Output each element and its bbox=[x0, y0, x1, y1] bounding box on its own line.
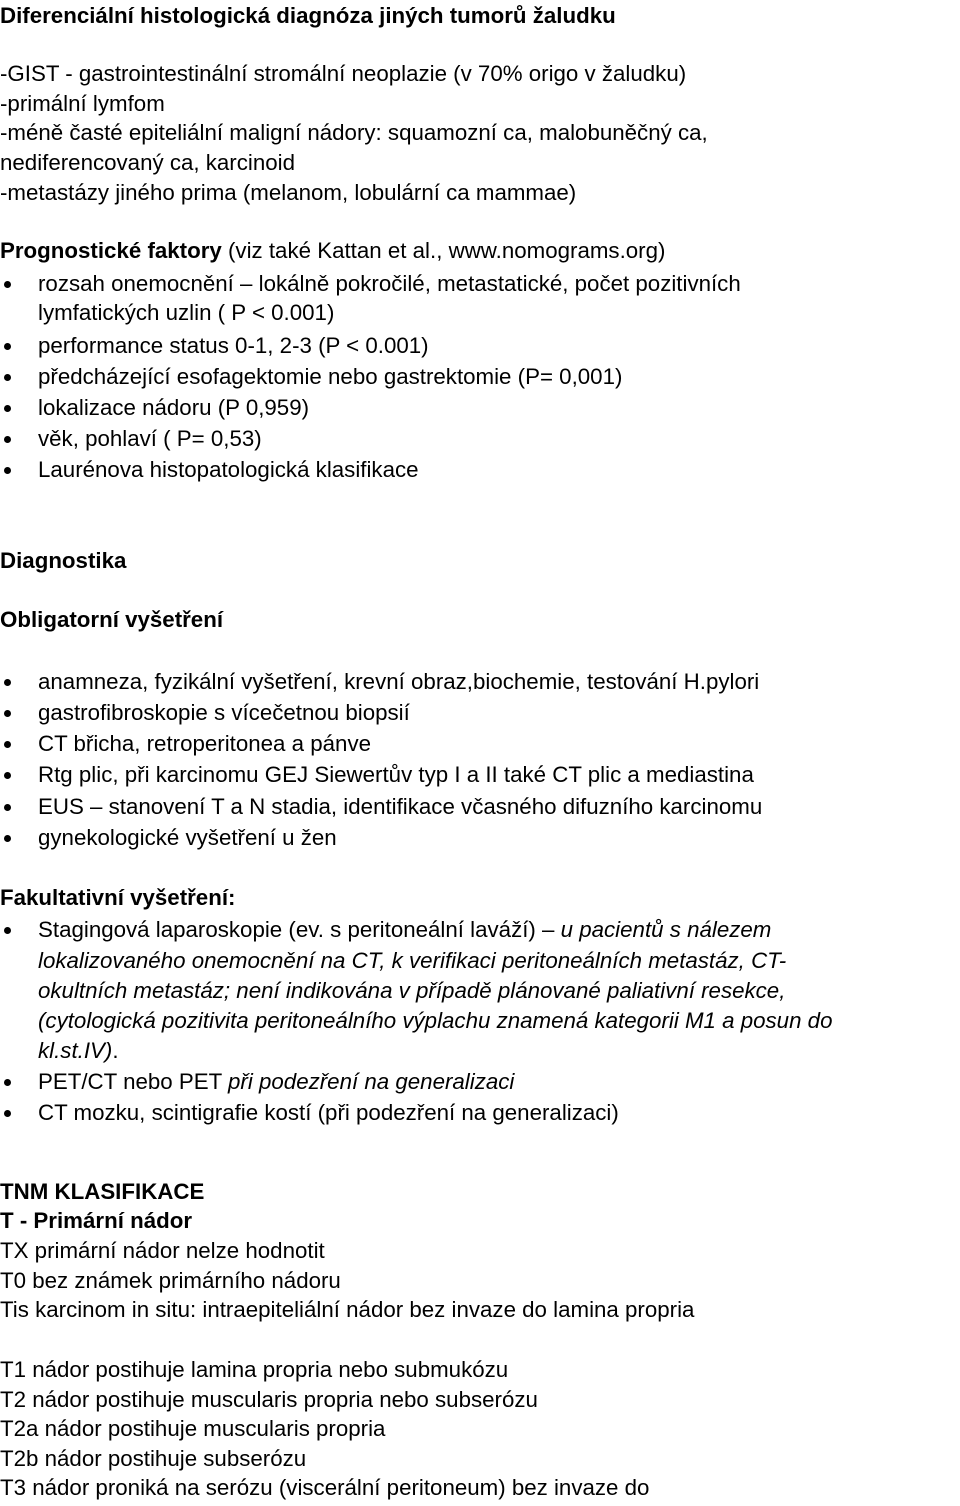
tnm-line: T0 bez známek primárního nádoru bbox=[0, 1268, 341, 1293]
bullet-icon bbox=[4, 927, 11, 934]
bullet-icon bbox=[4, 772, 11, 779]
tnm-subheading: T - Primární nádor bbox=[0, 1208, 193, 1233]
bullet-icon bbox=[4, 405, 11, 412]
staging-end bbox=[38, 1037, 119, 1065]
bullet-icon bbox=[4, 374, 11, 381]
tnm-line: T3 nádor proniká na serózu (viscerální peritoneum) bez invaze do bbox=[0, 1475, 650, 1500]
staging-period: . bbox=[112, 1038, 119, 1063]
staging-plain: Stagingová laparoskopie (ev. s peritoneální laváží) – bbox=[38, 917, 561, 942]
intro-line: -GIST - gastrointestinální stromální neoplazie (v 70% origo v žaludku) bbox=[0, 61, 687, 86]
section-heading-facultative: Fakultativní vyšetření: bbox=[0, 885, 236, 910]
bullet-icon bbox=[4, 804, 11, 811]
tnm-line: T1 nádor postihuje lamina propria nebo submukózu bbox=[0, 1357, 509, 1382]
list-item-text bbox=[38, 916, 771, 944]
list-item-text bbox=[38, 1068, 514, 1096]
prognostic-heading bbox=[0, 237, 665, 265]
intro-line: -méně časté epiteliální maligní nádory: squamozní ca, malobuněčný ca, bbox=[0, 120, 708, 145]
staging-italic: okultních metastáz; není indikována v případě plánované paliativní resekce, bbox=[38, 978, 786, 1003]
bullet-icon bbox=[4, 679, 11, 686]
list-item-text: CT břicha, retroperitonea a pánve bbox=[38, 731, 371, 756]
list-item-text: performance status 0-1, 2-3 (P < 0.001) bbox=[38, 333, 429, 358]
tnm-line: T2b nádor postihuje subserózu bbox=[0, 1446, 307, 1471]
bullet-icon bbox=[4, 1110, 11, 1117]
staging-italic: (cytologická pozitivita peritoneálního výplachu znamená kategorii M1 a posun do bbox=[38, 1008, 833, 1033]
tnm-line: Tis karcinom in situ: intraepiteliální nádor bez invaze do lamina propria bbox=[0, 1297, 695, 1322]
list-item-text: Rtg plic, při karcinomu GEJ Siewertův typ I a II také CT plic a mediastina bbox=[38, 762, 754, 787]
section-heading-obligatory: Obligatorní vyšetření bbox=[0, 607, 224, 632]
list-item-text: věk, pohlaví ( P= 0,53) bbox=[38, 426, 262, 451]
intro-line: nediferencovaný ca, karcinoid bbox=[0, 150, 295, 175]
list-item-text: anamneza, fyzikální vyšetření, krevní obraz,biochemie, testování H.pylori bbox=[38, 669, 760, 694]
list-item-text: lymfatických uzlin ( P < 0.001) bbox=[38, 300, 335, 325]
intro-line: -metastázy jiného prima (melanom, lobulární ca mammae) bbox=[0, 180, 577, 205]
tnm-line: T2a nádor postihuje muscularis propria bbox=[0, 1416, 386, 1441]
tnm-line: TX primární nádor nelze hodnotit bbox=[0, 1238, 325, 1263]
bullet-icon bbox=[4, 343, 11, 350]
list-item-text: Laurénova histopatologická klasifikace bbox=[38, 457, 419, 482]
document-title: Diferenciální histologická diagnóza jiných tumorů žaludku bbox=[0, 3, 616, 28]
bullet-icon bbox=[4, 741, 11, 748]
section-heading-diagnostika: Diagnostika bbox=[0, 548, 127, 573]
bullet-icon bbox=[4, 281, 11, 288]
staging-italic: u pacientů s nálezem bbox=[560, 917, 772, 942]
list-item-text: gastrofibroskopie s vícečetnou biopsií bbox=[38, 700, 410, 725]
list-item-text: rozsah onemocnění – lokálně pokročilé, metastatické, počet pozitivních bbox=[38, 271, 741, 296]
staging-italic: lokalizovaného onemocnění na CT, k verifikaci peritoneálních metastáz, CT- bbox=[38, 948, 787, 973]
staging-italic: kl.st.IV) bbox=[38, 1038, 113, 1063]
pet-italic: při podezření na generalizaci bbox=[228, 1069, 515, 1094]
tnm-heading: TNM KLASIFIKACE bbox=[0, 1179, 205, 1204]
intro-line: -primální lymfom bbox=[0, 91, 165, 116]
prognostic-heading-bold: Prognostické faktory bbox=[0, 238, 222, 263]
list-item-text: EUS – stanovení T a N stadia, identifikace včasného difuzního karcinomu bbox=[38, 794, 763, 819]
bullet-icon bbox=[4, 710, 11, 717]
bullet-icon bbox=[4, 835, 11, 842]
bullet-icon bbox=[4, 467, 11, 474]
list-item-text: lokalizace nádoru (P 0,959) bbox=[38, 395, 310, 420]
tnm-line: T2 nádor postihuje muscularis propria nebo subserózu bbox=[0, 1387, 538, 1412]
prognostic-heading-rest: (viz také Kattan et al., www.nomograms.org) bbox=[221, 238, 666, 263]
bullet-icon bbox=[4, 436, 11, 443]
list-item-text: CT mozku, scintigrafie kostí (při podezření na generalizaci) bbox=[38, 1100, 619, 1125]
pet-plain: PET/CT nebo PET bbox=[38, 1069, 229, 1094]
list-item-text: gynekologické vyšetření u žen bbox=[38, 825, 337, 850]
bullet-icon bbox=[4, 1079, 11, 1086]
list-item-text: předcházející esofagektomie nebo gastrektomie (P= 0,001) bbox=[38, 364, 623, 389]
